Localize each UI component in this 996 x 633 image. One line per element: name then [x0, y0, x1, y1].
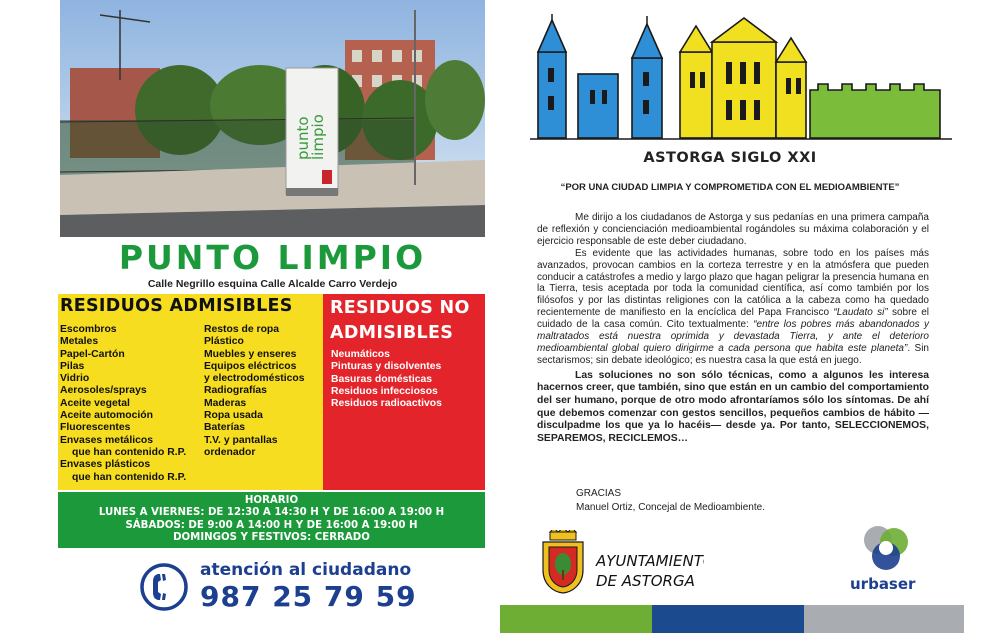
list-item: Plástico — [204, 336, 244, 348]
list-item: Envases plásticos — [60, 459, 151, 471]
list-item: Ropa usada — [204, 410, 263, 422]
list-item: Escombros — [60, 324, 117, 335]
list-item: Baterías — [204, 422, 246, 434]
signature-block — [576, 487, 765, 514]
list-item: Maderas — [204, 397, 247, 409]
svg-text:limpio: limpio — [309, 114, 327, 160]
list-item: T.V. y pantallas — [204, 434, 278, 446]
punto-limpio-photo — [60, 0, 485, 237]
address: Calle Negrillo esquina Calle Alcalde Carro Verdejo — [147, 278, 398, 290]
list-item: Radiografías — [204, 385, 267, 397]
list-item: Papel-Cartón — [60, 348, 125, 360]
list-item: Metales — [60, 336, 99, 348]
phone-number[interactable]: 987 25 79 59 — [200, 580, 417, 613]
svg-text:punto: punto — [294, 116, 312, 160]
list-item: Vidrio — [60, 373, 90, 385]
horario-title: HORARIO — [244, 495, 299, 506]
letter-paragraph: Me dirijo a los ciudadanos de Astorga y sus pedanías en una primera campaña de reflexión y concienciación medioambiental rogándoles su máxima colaboración y el ejercicio responsable de este deber ciudadano. — [537, 212, 929, 247]
urbaser-logo-icon — [858, 520, 914, 576]
letter-body — [537, 212, 929, 445]
phone-icon — [139, 562, 189, 612]
footer-bar-grey — [804, 605, 964, 633]
urbaser-wordmark: urbaser — [850, 575, 916, 593]
horario-line: LUNES A VIERNES: DE 12:30 A 14:30 H Y DE 16:00 A 19:00 H — [98, 507, 445, 519]
admisibles-list-col2 — [204, 324, 304, 459]
list-item: Residuos radioactivos — [331, 398, 442, 410]
list-item: Restos de ropa — [204, 324, 280, 335]
list-item: Aceite automoción — [60, 410, 153, 422]
atencion-label: atención al ciudadano — [200, 560, 412, 580]
horario-line: SÁBADOS: DE 9:00 A 14:00 H Y DE 16:00 A 19:00 H — [125, 519, 418, 531]
list-item: y electrodomésticos — [204, 373, 305, 385]
horario-panel — [58, 492, 485, 548]
footer-bar-green — [500, 605, 652, 633]
list-item: ordenador — [204, 446, 256, 458]
letter-paragraph-bold: Las soluciones no son sólo técnicas, como a algunos les interesa hacernos creer, que también, sino que están en un cambio del comportamiento del ser humano, porque de otro modo afrontaríamos sólo los síntomas. De ahí que debemos comenzar con gestos sencillos, pequeños cambios de hábito —disculpadme los que ya lo hacéis— desde ya. Por tanto, SELECCIONEMOS, SEPAREMOS, RECICLEMOS… — [537, 369, 929, 444]
ayuntamiento-line2: DE ASTORGA — [596, 572, 695, 590]
astorga-title: ASTORGA SIGLO XXI — [643, 150, 817, 166]
list-item: Muebles y enseres — [204, 348, 297, 360]
list-item: Envases metálicos — [60, 434, 153, 446]
coat-of-arms-icon — [540, 530, 586, 594]
letter-paragraph: Es evidente que las actividades humanas, sobre todo en los países más avanzados, provocan cambios en la corteza terrestre y en la atmósfera que pueden conducir a catástrofes a medio y largo plazo que hagan peligrar la presencia humana en la Tierra, tesis aceptada por toda la comunidad científica, así como también por los filósofos y por las distintas religiones con la católica a la cabeza como ha quedado recientemente de manifiesto en la encíclica del Papa Francisco “Laudato si” sobre el cuidado de la casa común. Cito textualmente: “entre los pobres más abandonados y maltratados está nuestra oprimida y devastada Tierra, y ante el deterioro medioambiental global quiero dirigirme a cada persona que habita este planeta”. Sin sectarismos; sin debate ideológico; es nuestra casa la que está en juego. — [537, 247, 930, 366]
admisibles-list-col1 — [60, 324, 186, 484]
signature-text: Manuel Ortiz, Concejal de Medioambiente. — [576, 501, 765, 513]
list-item: que han contenido R.P. — [72, 471, 187, 483]
list-item: Pinturas y disolventes — [331, 361, 442, 373]
list-item: Residuos infecciosos — [331, 385, 438, 397]
list-item: que han contenido R.P. — [72, 446, 187, 458]
list-item: Fluorescentes — [60, 422, 131, 434]
astorga-skyline-illustration — [530, 12, 952, 152]
ayuntamiento-logo — [594, 548, 704, 594]
no-admisibles-title-line2: ADMISIBLES — [330, 323, 454, 343]
punto-limpio-title: PUNTO LIMPIO — [118, 238, 427, 277]
list-item: Equipos eléctricos — [204, 360, 297, 372]
list-item: Aceite vegetal — [60, 397, 130, 409]
no-admisibles-list — [331, 349, 442, 410]
no-admisibles-title-line1: RESIDUOS NO — [330, 298, 470, 318]
list-item: Neumáticos — [331, 349, 390, 360]
no-admisibles-title — [330, 296, 480, 346]
list-item: Aerosoles/sprays — [60, 385, 147, 397]
gracias-text: GRACIAS — [576, 488, 622, 499]
horario-line: DOMINGOS Y FESTIVOS: CERRADO — [173, 531, 370, 543]
list-item: Pilas — [60, 360, 85, 372]
ayuntamiento-line1: AYUNTAMIENTO — [596, 552, 704, 570]
admisibles-title: RESIDUOS ADMISIBLES — [60, 296, 293, 316]
list-item: Basuras domésticas — [331, 373, 433, 385]
footer-bar-blue — [652, 605, 804, 633]
campaign-subtitle: “POR UNA CIUDAD LIMPIA Y COMPROMETIDA CON EL MEDIOAMBIENTE” — [560, 182, 900, 193]
